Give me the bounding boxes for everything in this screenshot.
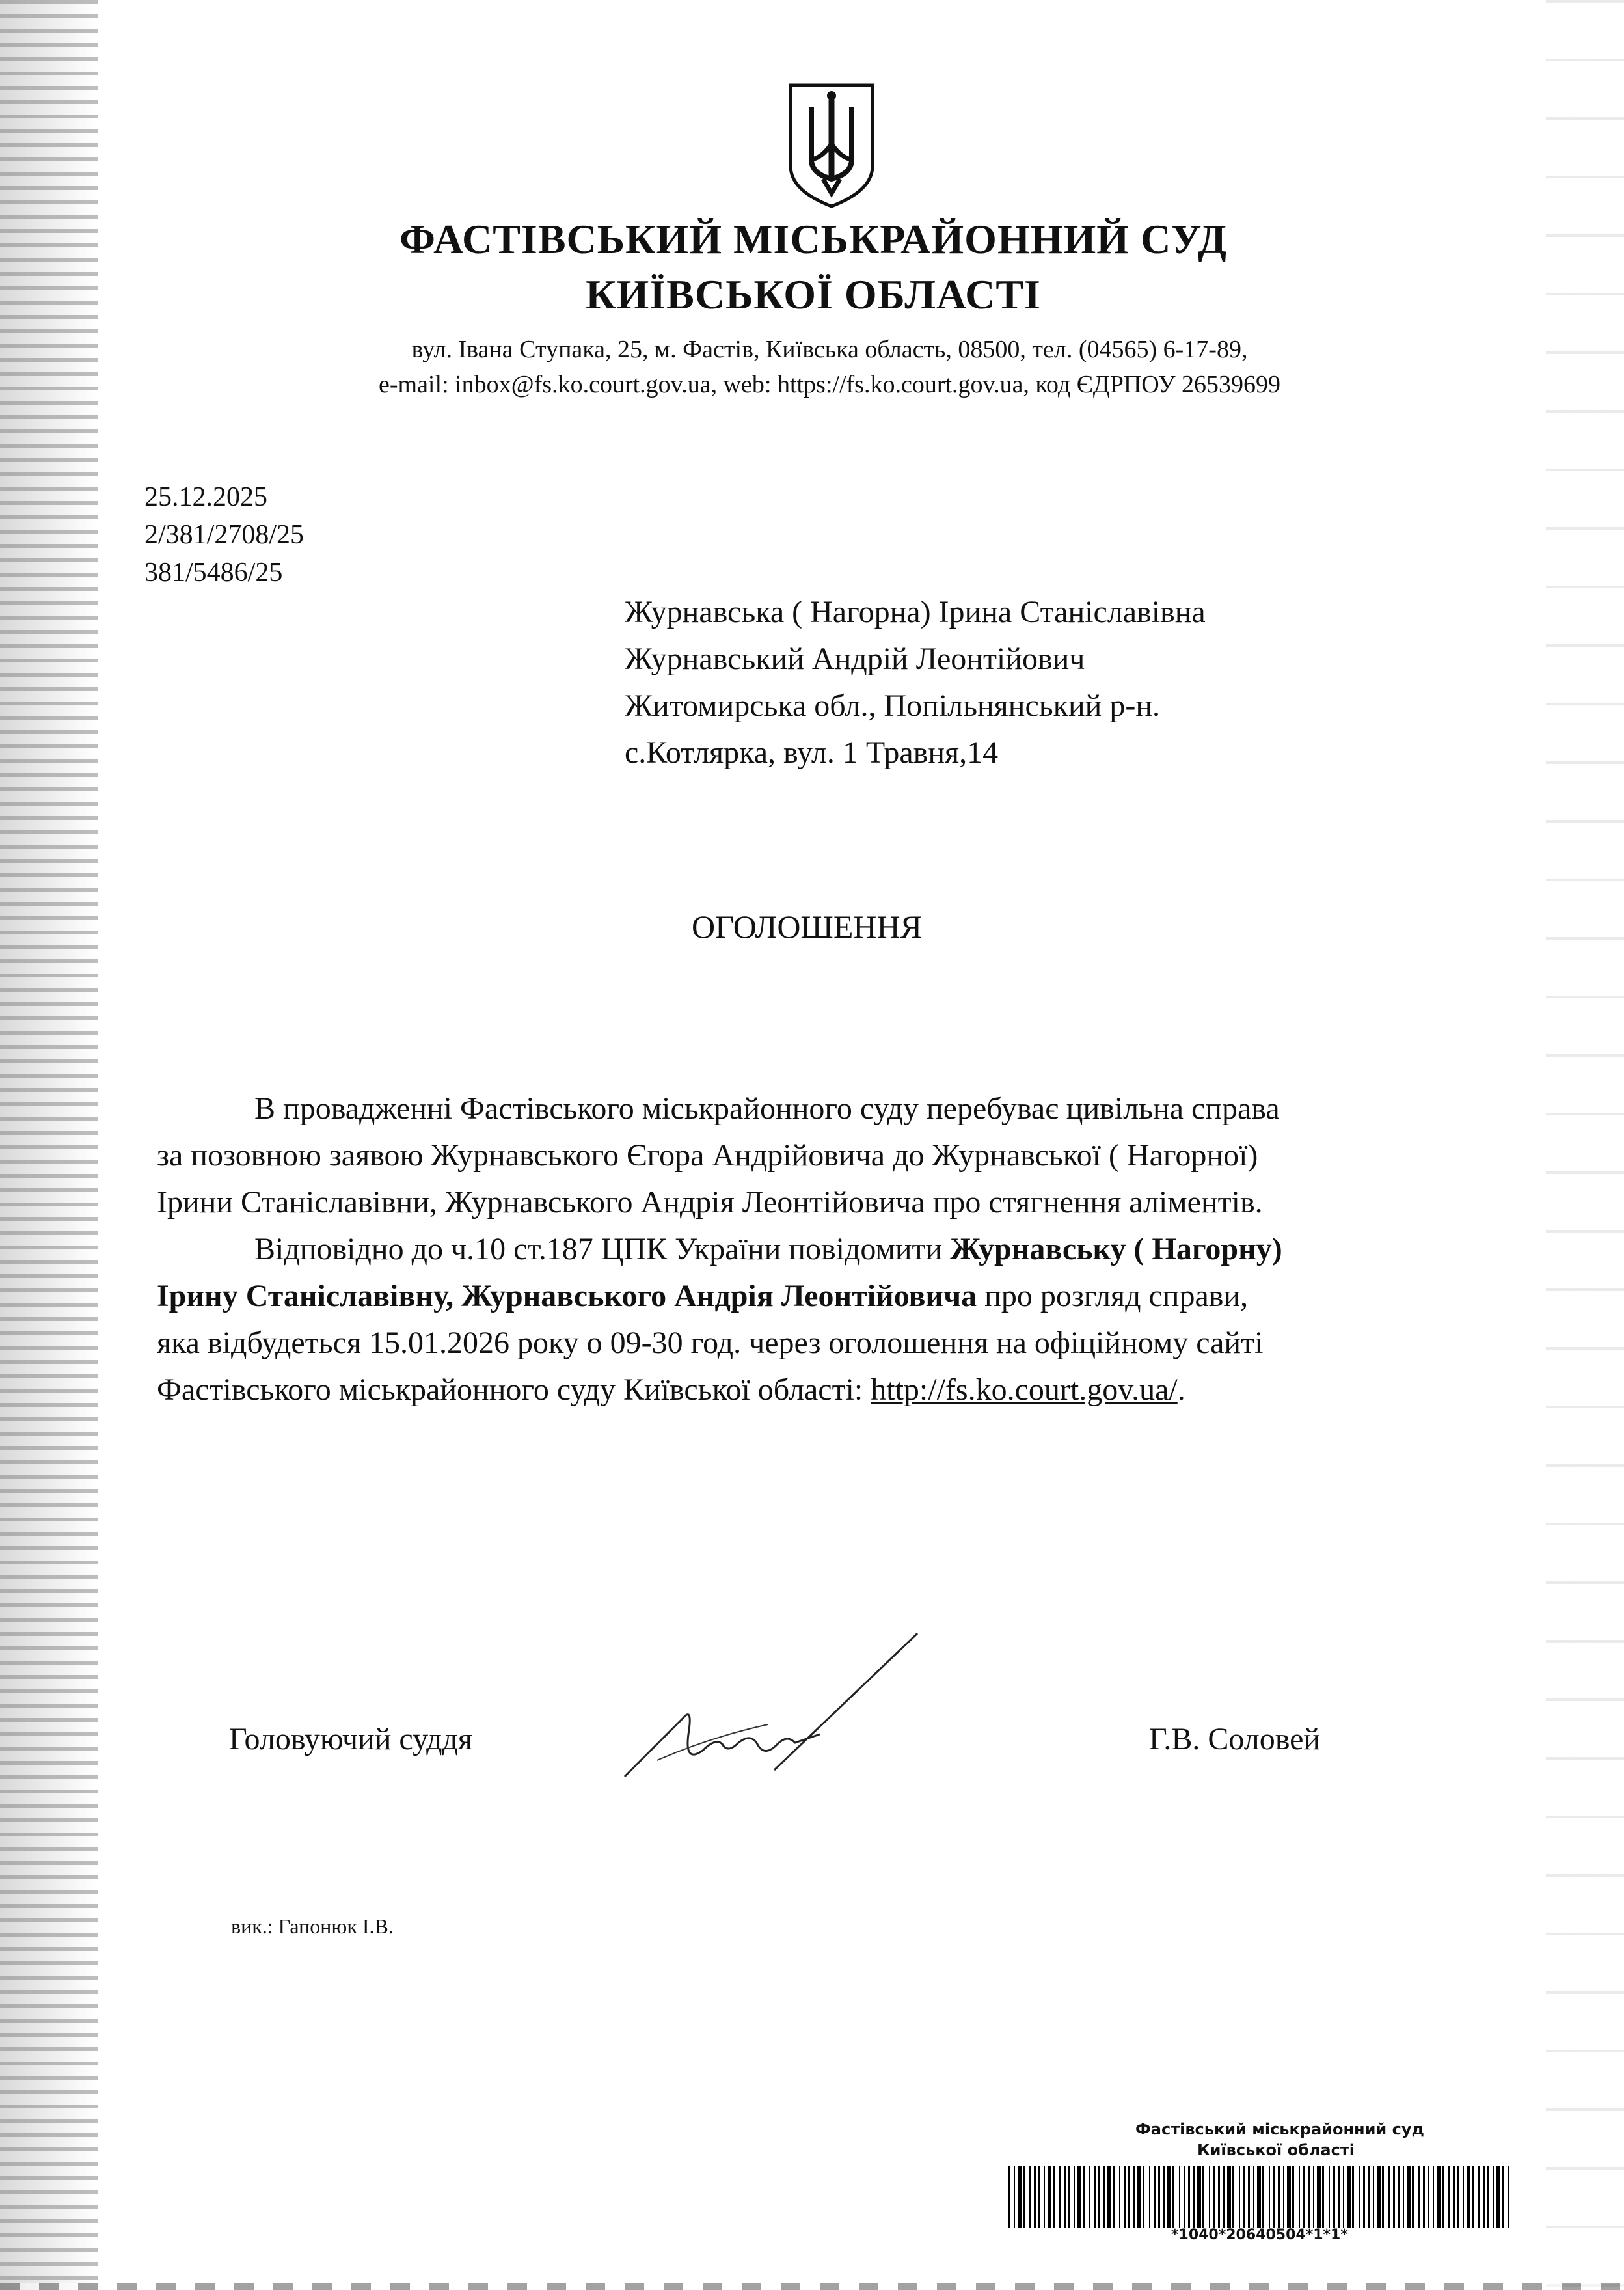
- barcode-bar: [1154, 2166, 1156, 2228]
- barcode-bar: [1423, 2166, 1425, 2228]
- case-number: 2/381/2708/25: [144, 520, 304, 550]
- barcode-bar: [1359, 2166, 1360, 2228]
- addressee-line1: Журнавська ( Нагорна) Ірина Станіславівна: [625, 595, 1206, 629]
- barcode-bar: [1398, 2166, 1400, 2228]
- barcode-bar: [1023, 2166, 1025, 2228]
- body-p2-line2-bold: Ірину Станіславівну, Журнавського Андрія Леонтійовича: [157, 1279, 977, 1313]
- barcode-bar: [1287, 2166, 1291, 2228]
- barcode-bar: [1064, 2166, 1066, 2228]
- barcode-bar: [1262, 2166, 1264, 2228]
- barcode-bar: [1403, 2166, 1404, 2228]
- barcode-bar: [1283, 2166, 1284, 2228]
- barcode-bar: [1172, 2166, 1174, 2228]
- executor-note: вик.: Гапонюк І.В.: [231, 1915, 394, 1938]
- barcode-bar: [1077, 2166, 1081, 2228]
- barcode-bar: [1253, 2166, 1254, 2228]
- barcode-bar: [1218, 2166, 1220, 2228]
- barcode-bar: [1502, 2166, 1504, 2228]
- barcode-bar: [1363, 2166, 1365, 2228]
- barcode-bar: [1209, 2166, 1210, 2228]
- body-p2-line1-plain: Відповідно до ч.10 ст.187 ЦПК України повідомити: [254, 1232, 951, 1266]
- barcode-bar: [1433, 2166, 1434, 2228]
- barcode-bar: [1068, 2166, 1070, 2228]
- body-p2-line4-plain: Фастівського міськрайонного суду Київської області:: [157, 1372, 871, 1407]
- barcode-bar: [1483, 2166, 1485, 2228]
- body-p2-line4-end: .: [1177, 1372, 1185, 1407]
- barcode-bar: [1128, 2166, 1130, 2228]
- barcode-bar: [1184, 2166, 1185, 2228]
- barcode-bar: [1103, 2166, 1105, 2228]
- barcode-bar: [1029, 2166, 1031, 2228]
- barcode-bar: [1149, 2166, 1150, 2228]
- barcode-bar: [1248, 2166, 1250, 2228]
- body-p2-line2: [157, 1273, 1478, 1320]
- barcode-bar: [1453, 2166, 1455, 2228]
- barcode-bar: [1493, 2166, 1494, 2228]
- barcode-bar: [1227, 2166, 1231, 2228]
- barcode-bar: [1373, 2166, 1374, 2228]
- barcode-bar: [1333, 2166, 1335, 2228]
- barcode-bar: [1083, 2166, 1085, 2228]
- barcode-bar: [1257, 2166, 1261, 2228]
- barcode-bar: [1038, 2166, 1040, 2228]
- barcode-bar: [1368, 2166, 1370, 2228]
- barcode-bar: [1044, 2166, 1045, 2228]
- barcode-bar: [1457, 2166, 1459, 2228]
- scan-artifact-right-edge: [1546, 0, 1624, 2290]
- barcode-bar: [1329, 2166, 1330, 2228]
- barcode-bar: [1008, 2166, 1010, 2228]
- barcode-bar: [1472, 2166, 1474, 2228]
- barcode-bar: [1292, 2166, 1294, 2228]
- barcode-bar: [1388, 2166, 1390, 2228]
- court-contacts-line1: вул. Івана Ступака, 25, м. Фастів, Київська область, 08500, тел. (04565) 6-17-89,: [411, 336, 1248, 363]
- barcode-bar: [1393, 2166, 1395, 2228]
- barcode-bar: [1094, 2166, 1096, 2228]
- signature-role: Головуючий суддя: [229, 1722, 472, 1756]
- handwritten-signature: [612, 1620, 924, 1790]
- barcode-bar: [1202, 2166, 1204, 2228]
- coat-of-arms-icon: [785, 81, 878, 210]
- barcode-bar: [1158, 2166, 1160, 2228]
- barcode-bar: [1407, 2166, 1411, 2228]
- court-contacts-line2: e-mail: inbox@fs.ko.court.gov.ua, web: https://fs.ko.court.gov.ua, код ЄДРПОУ 26539699: [378, 371, 1281, 398]
- barcode-bar: [1508, 2166, 1509, 2228]
- barcode-bar: [1437, 2166, 1441, 2228]
- proceeding-number: 381/5486/25: [144, 558, 283, 588]
- barcode-bar: [1278, 2166, 1280, 2228]
- barcode-bar: [1442, 2166, 1444, 2228]
- body-p2-line1: [157, 1226, 1478, 1273]
- barcode-number: *1040*20640504*1*1*: [1171, 2227, 1348, 2243]
- barcode-bar: [1163, 2166, 1165, 2228]
- barcode-bar: [1382, 2166, 1384, 2228]
- barcode-bar: [1167, 2166, 1171, 2228]
- stamp-court-name: Фастівський міськрайонний суд: [1135, 2120, 1424, 2138]
- barcode-bar: [1496, 2166, 1500, 2228]
- body-p2-line2-plain: про розгляд справи,: [977, 1279, 1249, 1313]
- barcode-bar: [1059, 2166, 1061, 2228]
- body-p2-line1-bold: Журнавську ( Нагорну): [950, 1232, 1282, 1266]
- addressee-line2: Журнавський Андрій Леонтійович: [625, 642, 1085, 676]
- barcode-bar: [1034, 2166, 1036, 2228]
- barcode-bar: [1018, 2166, 1022, 2228]
- barcode-bar: [1014, 2166, 1015, 2228]
- barcode-bar: [1239, 2166, 1240, 2228]
- barcode-bar: [1053, 2166, 1055, 2228]
- body-p1-line3: Ірини Станіславівни, Журнавського Андрія Леонтійовича про стягнення аліментів.: [157, 1185, 1263, 1220]
- barcode-bar: [1232, 2166, 1234, 2228]
- barcode-bar: [1098, 2166, 1100, 2228]
- barcode-bar: [1223, 2166, 1225, 2228]
- scan-artifact-left-edge: [0, 0, 98, 2290]
- document-date: 25.12.2025: [144, 482, 267, 512]
- barcode-bar: [1418, 2166, 1420, 2228]
- body-p1-line2: за позовною заявою Журнавського Єгора Андрійовича до Журнавської ( Нагорної): [157, 1138, 1258, 1173]
- barcode-bar: [1299, 2166, 1300, 2228]
- scan-artifact-bottom-edge: [0, 2283, 1624, 2290]
- barcode-bar: [1197, 2166, 1201, 2228]
- barcode-bar: [1269, 2166, 1270, 2228]
- barcode-bar: [1089, 2166, 1090, 2228]
- barcode-bar: [1179, 2166, 1180, 2228]
- barcode-bar: [1308, 2166, 1310, 2228]
- notice-title: ОГОЛОШЕННЯ: [692, 908, 922, 945]
- court-name-line1: ФАСТІВСЬКИЙ МІСЬКРАЙОННИЙ СУД: [399, 216, 1227, 262]
- barcode-bar: [1313, 2166, 1314, 2228]
- body-p2-line3: яка відбудеться 15.01.2026 року о 09-30 год. через оголошення на офіційному сайті: [157, 1326, 1264, 1360]
- judge-name: Г.В. Соловей: [1149, 1722, 1321, 1756]
- barcode-bar: [1143, 2166, 1144, 2228]
- barcode-bar: [1352, 2166, 1354, 2228]
- barcode-bar: [1133, 2166, 1135, 2228]
- barcode-bar: [1273, 2166, 1275, 2228]
- barcode-bar: [1322, 2166, 1324, 2228]
- addressee-line3: Житомирська обл., Попільнянський р-н.: [625, 688, 1161, 723]
- barcode-bar: [1338, 2166, 1340, 2228]
- barcode-bar: [1193, 2166, 1195, 2228]
- barcode-bar: [1467, 2166, 1470, 2228]
- barcode-bar: [1303, 2166, 1305, 2228]
- barcode-bar: [1377, 2166, 1381, 2228]
- body-p2-line4: [157, 1367, 1478, 1413]
- court-name-line2: КИЇВСЬКОЇ ОБЛАСТІ: [586, 271, 1041, 318]
- barcode-bar: [1074, 2166, 1075, 2228]
- barcode-bar: [1137, 2166, 1141, 2228]
- body-p1-line1: В провадженні Фастівського міськрайонного суду перебуває цивільна справа: [254, 1091, 1280, 1126]
- barcode-bar: [1213, 2166, 1215, 2228]
- barcode-bar: [1448, 2166, 1450, 2228]
- stamp-region: Київської області: [1197, 2141, 1355, 2159]
- barcode-bar: [1412, 2166, 1414, 2228]
- barcode-bar: [1463, 2166, 1464, 2228]
- barcode-bar: [1124, 2166, 1126, 2228]
- addressee-line4: с.Котлярка, вул. 1 Травня,14: [625, 735, 999, 770]
- barcode-bar: [1107, 2166, 1111, 2228]
- court-website-link[interactable]: http://fs.ko.court.gov.ua/: [871, 1372, 1178, 1407]
- barcode: [1008, 2166, 1509, 2228]
- barcode-bar: [1347, 2166, 1351, 2228]
- barcode-bar: [1243, 2166, 1245, 2228]
- barcode-bar: [1188, 2166, 1190, 2228]
- barcode-bar: [1119, 2166, 1120, 2228]
- barcode-bar: [1113, 2166, 1115, 2228]
- barcode-bar: [1428, 2166, 1429, 2228]
- barcode-bar: [1048, 2166, 1051, 2228]
- notice-body: [157, 1085, 1478, 1413]
- barcode-bar: [1317, 2166, 1321, 2228]
- barcode-bar: [1487, 2166, 1489, 2228]
- barcode-bar: [1478, 2166, 1480, 2228]
- barcode-bar: [1343, 2166, 1344, 2228]
